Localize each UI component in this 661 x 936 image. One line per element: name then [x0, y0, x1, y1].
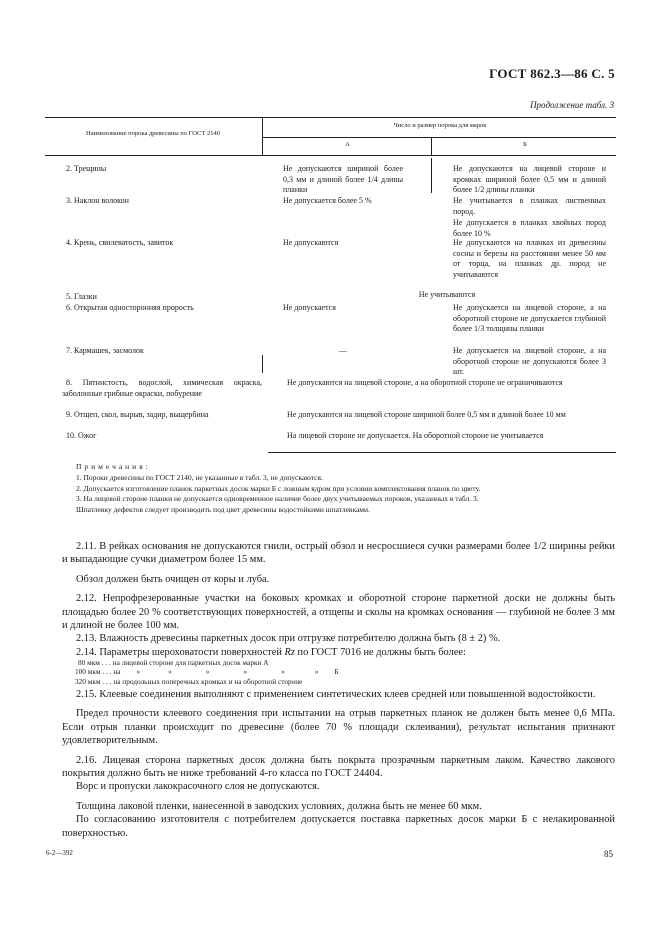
note-item: 3. На лицевой стороне планки не допускается одновременное наличие более двух учитываемых пороков, указанных в табл. 3. [76, 494, 479, 504]
table-continuation-label: Продолжение табл. 3 [530, 100, 614, 110]
grade-b-value: Не учитывается в планках лиственных пород. [453, 196, 606, 216]
grade-b-value: Не допускается на лицевой стороне, а на оборотной стороне не допускаются более 3 шт. [453, 346, 606, 377]
defect-name: 9. Отщеп, скол, вырыв, задир, выщербина [66, 410, 209, 419]
grade-b-value-extra: Не допускается в планках хвойных пород более 10 % [453, 218, 606, 238]
table-top-rule [45, 117, 616, 118]
grade-a-value: Не допускаются шириной более 0,3 мм и длиной более 1/4 длины планки [283, 164, 403, 195]
page-header: ГОСТ 862.3—86 С. 5 [489, 66, 615, 81]
note-item: 2. Допускается изготовление планок паркетных досок марки Б с ложным ядром при условии комплектования планок по цвету. [76, 483, 481, 493]
roughness-intro: 2.14. Параметры шероховатости поверхностей [76, 646, 285, 658]
table-notes [62, 462, 615, 516]
roughness-intro-tail: по ГОСТ 7016 не должны быть более: [294, 646, 466, 658]
defect-name: 10. Ожог [66, 431, 97, 440]
roughness-item: 100 мкм . . . на » » » » » » Б [75, 667, 339, 677]
notes-title: Примечания: [76, 462, 151, 471]
roughness-item: 320 мкм . . . на продольных поперечных кромках и на оборотной стороне [75, 676, 303, 686]
rz-symbol: Rz [284, 646, 295, 658]
defect-name: 4. Крень, свилеватость, завиток [66, 238, 174, 247]
table-bottom-rule [268, 452, 616, 453]
body-text-block [62, 688, 615, 840]
paragraph-2-15: 2.15. Клеевые соединения выполняют с применением синтетических клеев средней или повышенной водостойкости. [76, 689, 596, 700]
defect-name: 3. Наклон волокон [66, 196, 129, 205]
table-col-divider-1 [262, 117, 263, 155]
roughness-list [75, 658, 339, 686]
page-number: 85 [604, 849, 613, 859]
table-col-divider-2-body [431, 158, 432, 193]
table-col-b-header: Б [523, 141, 527, 148]
defect-name: 2. Трещины [66, 164, 107, 173]
paragraph-2-11-bark: Обзол должен быть очищен от коры и луба. [76, 573, 270, 585]
body-text-block [62, 540, 615, 659]
roughness-item: 80 мкм . . . на лицевой стороне для паркетных досок марки А [78, 658, 269, 667]
defect-name: 5. Глазки [66, 292, 97, 301]
table-col-divider-2 [431, 137, 432, 155]
paragraph-2-16-agreement: По согласованию изготовителя с потребителем допускается поставка паркетных досок марки Б с нелакированной поверхностью. [62, 814, 615, 839]
note-item: 1. Пороки древесины по ГОСТ 2140, не указанные в табл. 3, не допускаются. [76, 472, 323, 482]
paragraph-2-15-strength: Предел прочности клеевого соединения при испытании на отрыв паркетных планок не должен быть менее 0,6 МПа. Если отрыв планки происходит по древесине (более 70 % площади склеивания), результат испытания признают удовлетворительным. [62, 708, 615, 747]
defect-name: 7. Кармашек, засмолок [66, 346, 144, 355]
grade-a-value: Не допускается [283, 303, 336, 312]
both-grades-value: На лицевой стороне не допускается. На оборотной стороне не учитывается [287, 431, 544, 440]
defect-name: 6. Открытая односторонняя прорость [66, 303, 194, 312]
grade-b-value: Не допускаются на лицевой стороне и кромках шириной более 0,5 мм и длиной более 1/2 длины планки [453, 164, 606, 195]
grade-a-value: Не допускаются [283, 238, 339, 247]
defect-name: 8. Пятнистость, водослой, химическая окраска, заболонные грибные окраски, побурение [62, 378, 262, 398]
grade-a-value: — [339, 346, 347, 355]
table-header-bottom-rule [45, 155, 616, 156]
grade-b-value: Не допускается на лицевой стороне, а на оборотной стороне не допускается глубиной более 1/3 толщины планки [453, 303, 606, 334]
paragraph-2-13: 2.13. Влажность древесины паркетных досок при отгрузке потребителю должна быть (8 ± 2) %. [76, 633, 501, 645]
paragraph-2-16: 2.16. Лицевая сторона паркетных досок должна быть покрыта прозрачным паркетным лаком. Качество лакового покрытия должно быть не ниже требований 4-го класса по ГОСТ 24404. [62, 754, 615, 780]
table-group-header: Число и размер порока для марок [393, 122, 487, 129]
both-grades-value: Не допускаются на лицевой стороне, а на оборотной стороне не ограничиваются [287, 378, 563, 387]
table-col-divider-1-body [262, 355, 263, 373]
grade-a-value: Не допускается более 5 % [283, 196, 372, 205]
note-item: Шпатлевку дефектов следует производить под цвет древесины водостойкими шпатлевками. [76, 505, 370, 515]
footer-print-code: 6-2—392 [46, 849, 73, 857]
both-grades-value: Не допускаются на лицевой стороне шириной более 0,5 мм и длиной более 10 мм [287, 410, 566, 419]
paragraph-2-12: 2.12. Непрофрезерованные участки на боковых кромках и оборотной стороне паркетной доски не должны быть площадью более 20 % соответствующих поверхностей, а отщепы и сколы на кромках основания — глубиной не более 3 мм и длиной не более 100 мм. [62, 593, 615, 632]
grade-b-value: Не допускаются на планках из древесины сосны и березы на расстоянии менее 50 мм от торца, на планках др. пород не учитываются [453, 238, 606, 279]
table-header-divider [262, 137, 616, 138]
table-col1-header: Наименование порока древесины по ГОСТ 2140 [86, 130, 220, 137]
table-col-a-header: А [345, 141, 350, 148]
both-grades-value: Не учитываются [418, 290, 476, 299]
paragraph-2-16-thickness: Толщина лаковой пленки, нанесенной в заводских условиях, должна быть не менее 60 мкм. [76, 800, 482, 812]
paragraph-2-16-pile: Ворс и пропуски лакокрасочного слоя не допускаются. [76, 781, 320, 793]
paragraph-2-11: 2.11. В рейках основания не допускаются гнили, острый обзол и несросшиеся сучки размерами более 1/2 ширины рейки и выпадающие сучки диаметром более 15 мм. [62, 541, 615, 566]
